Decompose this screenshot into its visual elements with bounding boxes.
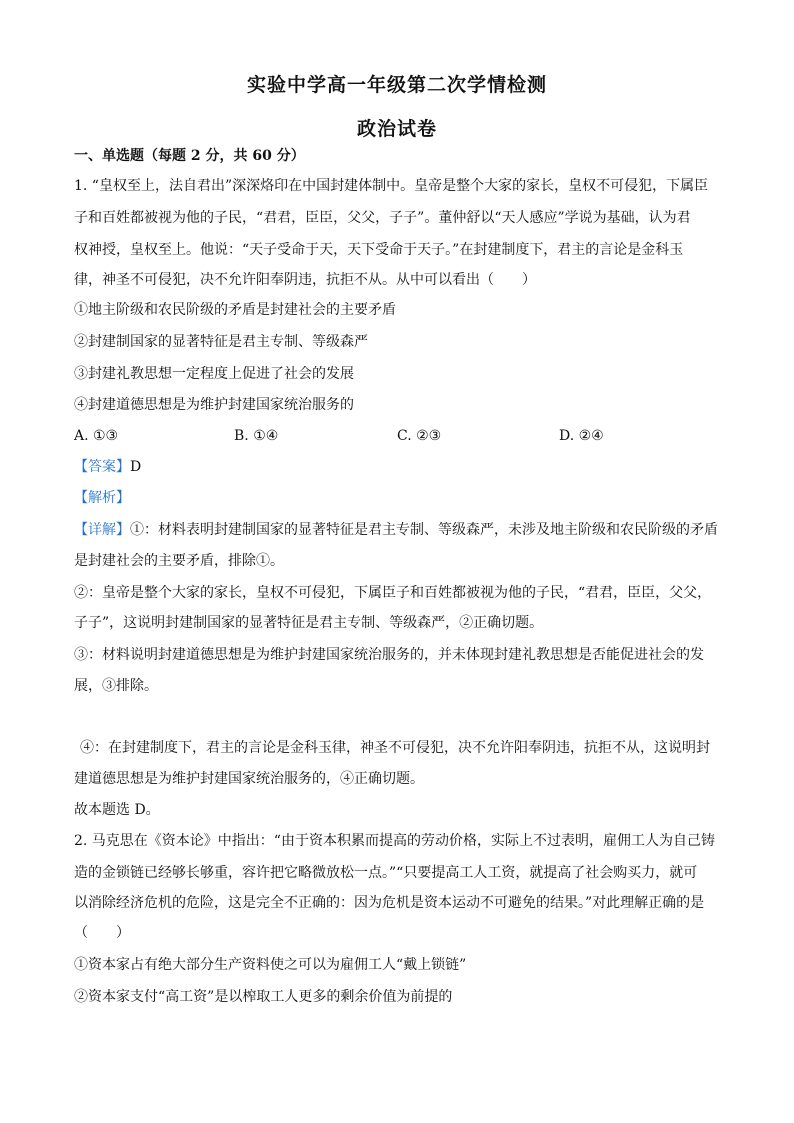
explanation-line: 建道德思想是为维护封建国家统治服务的，④正确切题。 bbox=[74, 771, 424, 787]
answer-value: D bbox=[130, 459, 142, 475]
analysis-tag: 【解析】 bbox=[74, 490, 130, 506]
q1-option-b: B. ①④ bbox=[234, 428, 279, 444]
q2-line: 以消除经济危机的危险，这是完全不正确的：因为危机是资本运动不可避免的结果。”对此理解正确的是 bbox=[74, 895, 705, 911]
q1-statement: ②封建制国家的显著特征是君主专制、等级森严 bbox=[74, 334, 368, 350]
section-heading: 一、单选题（每题 2 分，共 60 分） bbox=[74, 148, 305, 164]
q1-option-c: C. ②③ bbox=[397, 428, 442, 444]
explanation-line: 子子”，这说明封建制国家的显著特征是君主专制、等级森严，②正确切题。 bbox=[74, 615, 544, 631]
q1-statement: ③封建礼教思想一定程度上促进了社会的发展 bbox=[74, 366, 354, 382]
q1-statement: ①地主阶级和农民阶级的矛盾是封建社会的主要矛盾 bbox=[74, 302, 396, 318]
q1-option-a: A. ①③ bbox=[74, 428, 119, 444]
q2-line: 造的金锁链已经够长够重，容许把它略微放松一点。”“只要提高工人工资，就提高了社会购买力，就可 bbox=[74, 865, 698, 881]
q1-line: 律，神圣不可侵犯，决不允许阳奉阴违，抗拒不从。从中可以看出（ ） bbox=[74, 272, 536, 288]
detail-tag: 【详解】 bbox=[74, 522, 130, 538]
exam-title: 实验中学高一年级第二次学情检测 bbox=[246, 74, 547, 96]
q2-line: 2. 马克思在《资本论》中指出：“由于资本积累而提高的劳动价格，实际上不过表明，雇佣工人为自己铸 bbox=[74, 833, 715, 849]
q2-statement: ②资本家支付“高工资”是以榨取工人更多的剩余价值为前提的 bbox=[74, 989, 453, 1005]
answer-tag: 【答案】 bbox=[74, 459, 130, 475]
q2-statement: ①资本家占有绝大部分生产资料使之可以为雇佣工人“戴上锁链” bbox=[74, 957, 467, 973]
explanation-line: ④：在封建制度下，君主的言论是金科玉律，神圣不可侵犯，决不允许阳奉阴违，抗拒不从，这说明封 bbox=[80, 740, 710, 756]
explanation-line: ①：材料表明封建制国家的显著特征是君主专制、等级森严，未涉及地主阶级和农民阶级的矛盾 bbox=[130, 522, 718, 538]
explanation-line: 展，③排除。 bbox=[74, 678, 158, 694]
explanation-line: ②：皇帝是整个大家的家长，皇权不可侵犯，下属臣子和百姓都被视为他的子民，“君君，臣臣，父父， bbox=[74, 585, 712, 601]
explanation-line: 是封建社会的主要矛盾，排除①。 bbox=[74, 553, 284, 569]
q1-option-d: D. ②④ bbox=[559, 428, 604, 444]
explanation-line: ③：材料说明封建道德思想是为维护封建国家统治服务的，并未体现封建礼教思想是否能促进社会的发 bbox=[74, 647, 704, 663]
q1-statement: ④封建道德思想是为维护封建国家统治服务的 bbox=[74, 397, 354, 413]
q2-line: （ ） bbox=[74, 925, 130, 941]
explanation-conclusion: 故本题选 D。 bbox=[74, 802, 160, 818]
q1-line: 权神授，皇权至上。他说：“天子受命于天，天下受命于天子。”在封建制度下，君主的言论是金科玉 bbox=[74, 242, 684, 258]
q1-line: 子和百姓都被视为他的子民，“君君，臣臣，父父，子子”。董仲舒以“天人感应”学说为基础，认为君 bbox=[74, 210, 691, 226]
q1-explanation bbox=[74, 520, 724, 540]
q1-line: 1. “皇权至上，法自君出”深深烙印在中国封建体制中。皇帝是整个大家的家长，皇权不可侵犯，下属臣 bbox=[74, 178, 709, 194]
q1-answer bbox=[74, 457, 141, 477]
exam-subject: 政治试卷 bbox=[356, 118, 437, 140]
